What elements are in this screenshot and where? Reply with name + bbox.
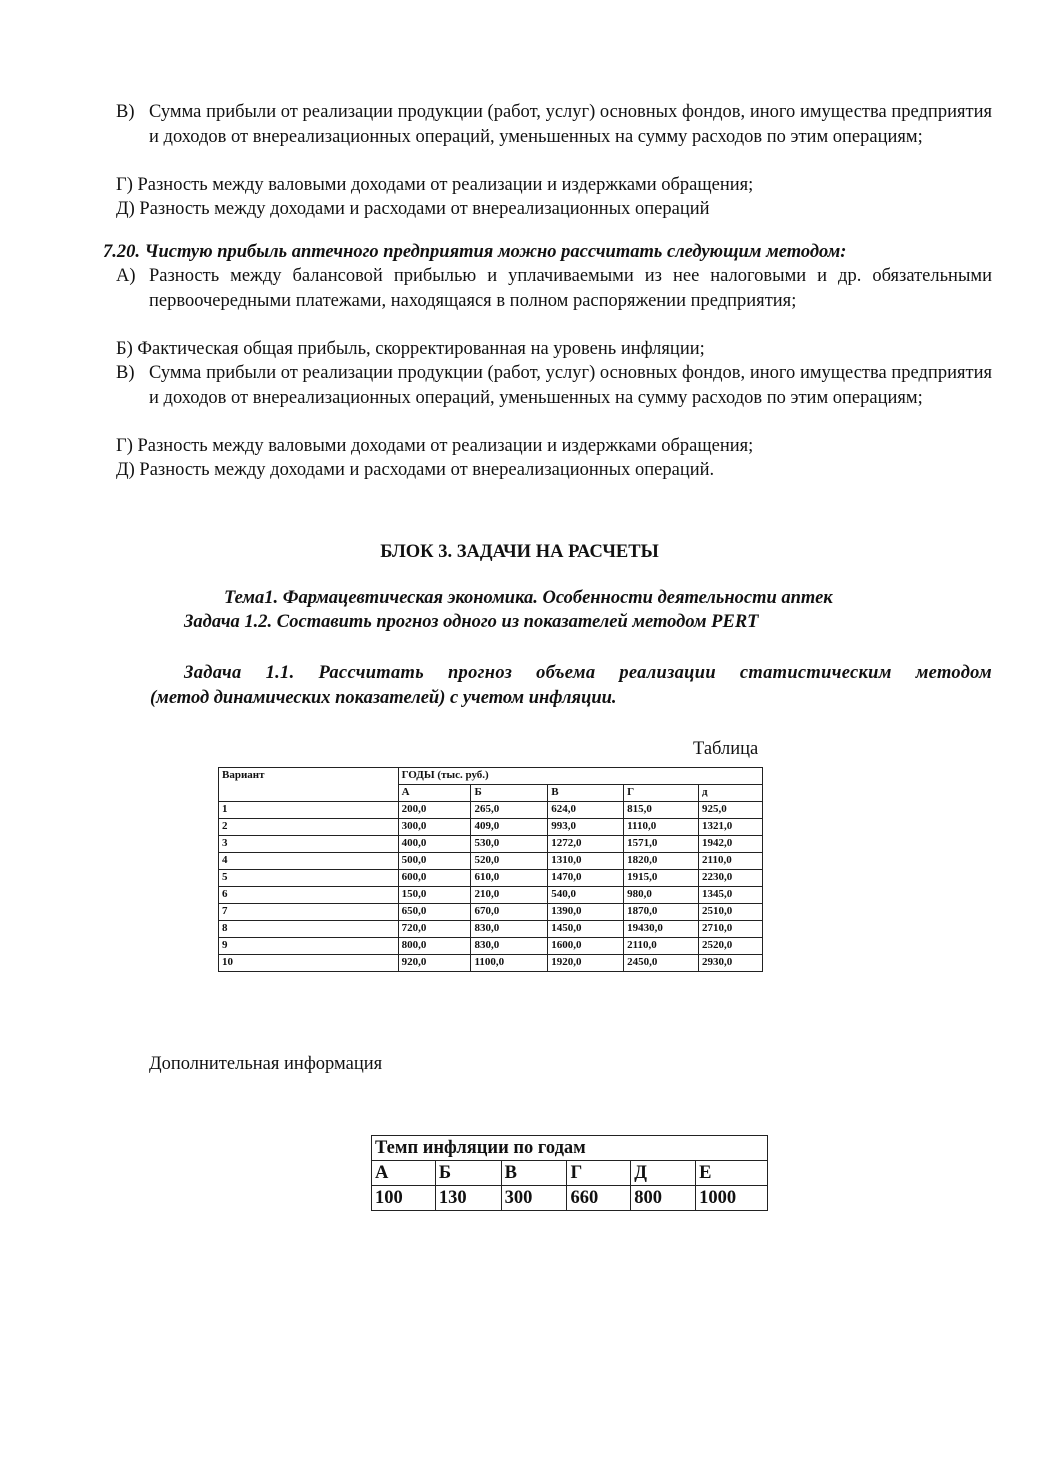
inflation-header: А (372, 1161, 436, 1186)
table-row (219, 921, 763, 938)
answer-v (116, 361, 992, 410)
answer-v (116, 100, 992, 149)
variant-header: Вариант (219, 768, 399, 802)
value-cell: 1100,0 (471, 955, 548, 972)
inflation-header: В (501, 1161, 567, 1186)
variant-cell: 10 (219, 955, 399, 972)
table-row (219, 819, 763, 836)
column-header: Г (624, 785, 699, 802)
value-cell: 815,0 (624, 802, 699, 819)
value-cell: 624,0 (548, 802, 624, 819)
answer-text: Д) Разность между доходами и расходами от внереализационных операций (116, 199, 710, 219)
value-cell: 1345,0 (699, 887, 763, 904)
column-header: А (398, 785, 471, 802)
answer-text: Сумма прибыли от реализации продукции (работ, услуг) основных фондов, иного имущества предприятия и доходов от внереализационных операций, уменьшенных на сумму расходов по этим операциям; (149, 363, 992, 408)
variant-cell: 4 (219, 853, 399, 870)
inflation-value: 800 (631, 1186, 696, 1211)
value-cell: 1942,0 (699, 836, 763, 853)
value-cell: 1110,0 (624, 819, 699, 836)
value-cell: 1390,0 (548, 904, 624, 921)
variant-cell: 2 (219, 819, 399, 836)
inflation-value: 100 (372, 1186, 436, 1211)
value-cell: 2230,0 (699, 870, 763, 887)
value-cell: 1920,0 (548, 955, 624, 972)
answer-label: В) (116, 102, 135, 122)
answer-a (116, 264, 992, 313)
value-cell: 540,0 (548, 887, 624, 904)
table-row (219, 955, 763, 972)
table-caption: Таблица (693, 739, 759, 759)
variant-cell: 7 (219, 904, 399, 921)
answer-text: Б) Фактическая общая прибыль, скорректированная на уровень инфляции; (116, 339, 705, 359)
variant-cell: 5 (219, 870, 399, 887)
answer-d (116, 458, 992, 483)
value-cell: 1820,0 (624, 853, 699, 870)
value-cell: 1450,0 (548, 921, 624, 938)
value-cell: 530,0 (471, 836, 548, 853)
value-cell: 720,0 (398, 921, 471, 938)
additional-info-label: Дополнительная информация (149, 1054, 383, 1074)
value-cell: 1321,0 (699, 819, 763, 836)
table-row (219, 853, 763, 870)
sales-table (218, 767, 763, 972)
variant-cell: 8 (219, 921, 399, 938)
inflation-table (371, 1135, 768, 1211)
value-cell: 520,0 (471, 853, 548, 870)
answer-b (116, 337, 992, 362)
value-cell: 600,0 (398, 870, 471, 887)
value-cell: 830,0 (471, 921, 548, 938)
value-cell: 610,0 (471, 870, 548, 887)
value-cell: 925,0 (699, 802, 763, 819)
inflation-header: Д (631, 1161, 696, 1186)
answer-text: Г) Разность между валовыми доходами от реализации и издержками обращения; (116, 436, 754, 456)
answer-label: А) (116, 266, 136, 286)
answer-label: В) (116, 363, 135, 383)
value-cell: 1470,0 (548, 870, 624, 887)
value-cell: 800,0 (398, 938, 471, 955)
value-cell: 920,0 (398, 955, 471, 972)
block-heading: БЛОК 3. ЗАДАЧИ НА РАСЧЕТЫ (380, 542, 659, 562)
value-cell: 1870,0 (624, 904, 699, 921)
answer-g (116, 434, 992, 459)
inflation-title: Темп инфляции по годам (372, 1136, 768, 1161)
value-cell: 1915,0 (624, 870, 699, 887)
value-cell: 2450,0 (624, 955, 699, 972)
inflation-value: 300 (501, 1186, 567, 1211)
answer-text: Г) Разность между валовыми доходами от реализации и издержками обращения; (116, 175, 754, 195)
answer-text: Д) Разность между доходами и расходами от внереализационных операций. (116, 460, 715, 480)
inflation-header: Е (696, 1161, 768, 1186)
value-cell: 2510,0 (699, 904, 763, 921)
years-header: ГОДЫ (тыс. руб.) (398, 768, 762, 785)
variant-cell: 6 (219, 887, 399, 904)
value-cell: 1310,0 (548, 853, 624, 870)
column-header: д (699, 785, 763, 802)
inflation-title-row (372, 1136, 768, 1161)
table-row (219, 904, 763, 921)
value-cell: 980,0 (624, 887, 699, 904)
value-cell: 500,0 (398, 853, 471, 870)
value-cell: 265,0 (471, 802, 548, 819)
inflation-value: 1000 (696, 1186, 768, 1211)
inflation-value: 660 (567, 1186, 631, 1211)
value-cell: 2520,0 (699, 938, 763, 955)
value-cell: 1571,0 (624, 836, 699, 853)
value-cell: 2710,0 (699, 921, 763, 938)
variant-cell: 9 (219, 938, 399, 955)
value-cell: 993,0 (548, 819, 624, 836)
inflation-value: 130 (435, 1186, 501, 1211)
variant-cell: 1 (219, 802, 399, 819)
answer-g (116, 173, 992, 198)
column-header: Б (471, 785, 548, 802)
answer-text: Сумма прибыли от реализации продукции (работ, услуг) основных фондов, иного имущества предприятия и доходов от внереализационных операций, уменьшенных на сумму расходов по этим операциям; (149, 102, 992, 147)
table-row (219, 836, 763, 853)
value-cell: 200,0 (398, 802, 471, 819)
value-cell: 210,0 (471, 887, 548, 904)
inflation-values-row (372, 1186, 768, 1211)
answer-d (116, 197, 992, 222)
value-cell: 650,0 (398, 904, 471, 921)
value-cell: 150,0 (398, 887, 471, 904)
answer-text: Разность между балансовой прибылью и уплачиваемыми из нее налоговыми и др. обязательными первоочередными платежами, находящаяся в полном распоряжении предприятия; (149, 266, 992, 311)
value-cell: 19430,0 (624, 921, 699, 938)
table-row (219, 802, 763, 819)
value-cell: 670,0 (471, 904, 548, 921)
table-header-row (219, 768, 763, 785)
theme-title: Тема1. Фармацевтическая экономика. Особенности деятельности аптек (224, 588, 833, 608)
value-cell: 2110,0 (699, 853, 763, 870)
value-cell: 409,0 (471, 819, 548, 836)
value-cell: 1600,0 (548, 938, 624, 955)
task-1-1-line1: Задача 1.1. Рассчитать прогноз объема реализации статистическим методом (184, 663, 992, 683)
column-header: В (548, 785, 624, 802)
table-row (219, 887, 763, 904)
inflation-header: Б (435, 1161, 501, 1186)
value-cell: 2930,0 (699, 955, 763, 972)
task-1-2: Задача 1.2. Составить прогноз одного из показателей методом PERT (184, 612, 759, 632)
value-cell: 1272,0 (548, 836, 624, 853)
task-1-1-line2: (метод динамических показателей) с учетом инфляции. (150, 688, 617, 708)
value-cell: 830,0 (471, 938, 548, 955)
table-row (219, 870, 763, 887)
value-cell: 2110,0 (624, 938, 699, 955)
value-cell: 400,0 (398, 836, 471, 853)
inflation-header-row (372, 1161, 768, 1186)
value-cell: 300,0 (398, 819, 471, 836)
question-title: 7.20. Чистую прибыль аптечного предприятия можно рассчитать следующим методом: (103, 242, 847, 262)
variant-cell: 3 (219, 836, 399, 853)
table-row (219, 938, 763, 955)
inflation-header: Г (567, 1161, 631, 1186)
